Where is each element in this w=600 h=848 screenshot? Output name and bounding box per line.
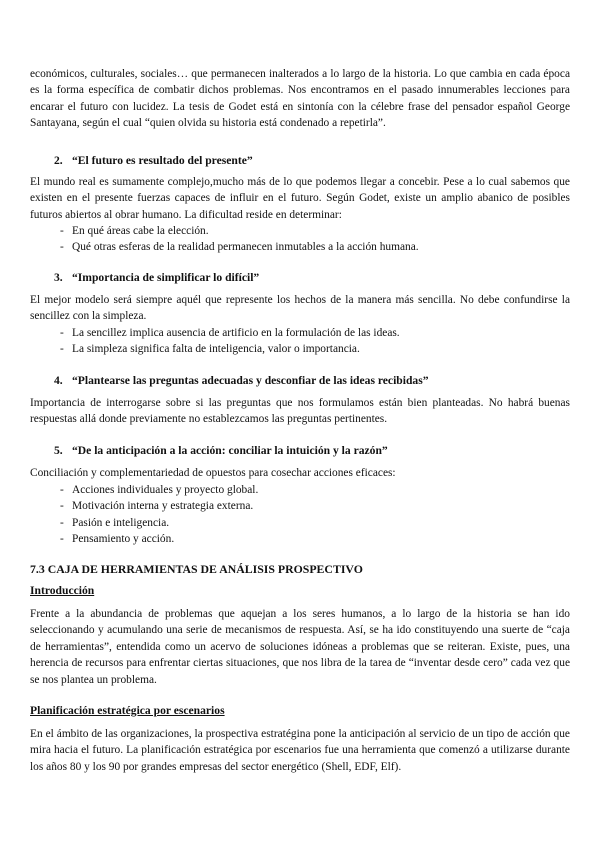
item-3-number: 3. <box>54 271 63 284</box>
item-2-paragraph: El mundo real es sumamente complejo,mucho más de lo que podemos llegar a concebir. Pese a lo cual sabemos que existen en el presente fuerzas capaces de influir en el futuro. Según Godet, existe un amplio abanico de posibles futuros abiertos al obrar humano. La dificultad reside en determinar: <box>30 176 570 221</box>
item-5-bullet-list <box>60 482 570 548</box>
item-5-heading <box>54 443 388 459</box>
item-4-heading <box>54 373 429 389</box>
section-title: 7.3 CAJA DE HERRAMIENTAS DE ANÁLISIS PROSPECTIVO <box>30 562 363 576</box>
item-2-bullet-list <box>60 223 570 256</box>
introduction-paragraph: Frente a la abundancia de problemas que aquejan a los seres humanos, a lo largo de la historia se han ido seleccionando y acumulando una serie de mecanismos de respuesta. Así, se ha ido constituyendo una suerte de “caja de herramientas”, entendida como un acervo de soluciones idóneas a problemas que se reiteran. Existe, pues, una herencia de recursos para enfrentar ciertas situaciones, que nos libra de la tarea de “inventar desde cero” cada vez que se nos plantea un problema. <box>30 608 570 686</box>
list-item: - Pasión e inteligencia. <box>60 516 170 529</box>
item-2-number: 2. <box>54 154 63 167</box>
planning-body <box>30 726 570 775</box>
item-3-title: “Importancia de simplificar lo difícil” <box>72 271 260 284</box>
list-item: - Qué otras esferas de la realidad permanecen inmutables a la acción humana. <box>60 241 419 254</box>
item-4-paragraph: Importancia de interrogarse sobre si las preguntas que nos formulamos están bien planteadas. No habrá buenas respuestas allá donde previamente no establezcamos las preguntas pertinentes. <box>30 397 570 426</box>
item-2-body <box>30 174 570 223</box>
intro-paragraph: económicos, culturales, sociales… que permanecen inalterados a lo largo de la historia. Lo que cambia en cada época es la forma específica de combatir dichos problemas. Nos encontramos en el pasado innumerables lecciones para encarar el futuro con lucidez. La tesis de Godet está en sintonía con la célebre frase del pensador español George Santayana, según el cual “quien olvida su historia está condenado a repetirla”. <box>30 68 570 130</box>
item-3-heading <box>54 270 259 286</box>
planning-paragraph: En el ámbito de las organizaciones, la prospectiva estratégina pone la anticipación al servicio de un tipo de acción que mira hacia el futuro. La planificación estratégica por escenarios fue una herramienta que comenzó a utilizarse durante los años 80 y los 90 por grandes empresas del sector energético (Shell, EDF, Elf). <box>30 728 570 773</box>
item-4-title: “Plantearse las preguntas adecuadas y desconfiar de las ideas recibidas” <box>72 374 429 387</box>
item-3-body <box>30 292 570 325</box>
list-item: - Pensamiento y acción. <box>60 533 175 546</box>
item-5-paragraph: Conciliación y complementariedad de opuestos para cosechar acciones eficaces: <box>30 467 396 479</box>
item-2-heading <box>54 153 253 169</box>
intro-paragraph-block <box>30 66 570 132</box>
item-4-number: 4. <box>54 374 63 387</box>
planning-title: Planificación estratégica por escenarios <box>30 704 225 717</box>
item-4-body <box>30 395 570 428</box>
item-3-paragraph: El mejor modelo será siempre aquél que represente los hechos de la manera más sencilla. No debe confundirse la sencillez con la simpleza. <box>30 294 570 323</box>
item-5-body <box>30 465 570 481</box>
list-item: - En qué áreas cabe la elección. <box>60 225 209 237</box>
list-item: - Acciones individuales y proyecto global. <box>60 484 259 496</box>
item-2-title: “El futuro es resultado del presente” <box>72 154 253 167</box>
item-5-title: “De la anticipación a la acción: conciliar la intuición y la razón” <box>72 444 388 457</box>
list-item: - La simpleza significa falta de inteligencia, valor o importancia. <box>60 343 360 356</box>
item-5-number: 5. <box>54 444 63 457</box>
introduction-title: Introducción <box>30 584 95 597</box>
introduction-body <box>30 606 570 688</box>
list-item: - Motivación interna y estrategia externa. <box>60 500 254 513</box>
item-3-bullet-list <box>60 325 570 358</box>
list-item: - La sencillez implica ausencia de artificio en la formulación de las ideas. <box>60 327 400 339</box>
